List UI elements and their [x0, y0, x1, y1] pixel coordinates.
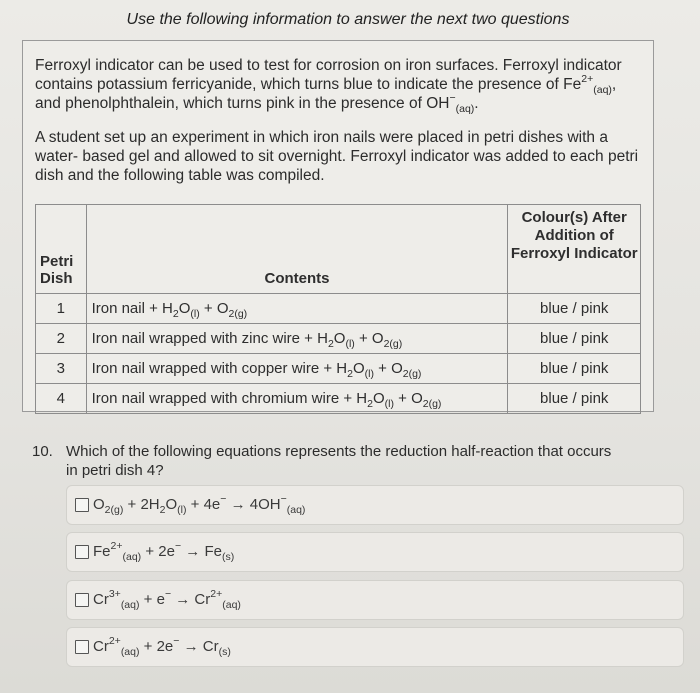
instructions-header: Use the following information to answer the next two questions	[126, 11, 570, 28]
table-row	[36, 294, 641, 324]
dish-number: 3	[36, 354, 87, 384]
dish-number: 1	[36, 294, 87, 324]
dish-colour: blue / pink	[508, 324, 641, 354]
information-box	[22, 40, 654, 412]
question-number: 10.	[32, 443, 53, 460]
dish-contents: Iron nail wrapped with zinc wire + $H_2O_{(l)} + O_{2(g)}$	[86, 324, 508, 354]
question-text: Which of the following equations represents the reduction half-reaction that occurs in petri dish 4?	[66, 443, 612, 479]
answer-option-text: $Cr^{3+}_{(aq)} + e^- \to Cr^{2+}_{(aq)}$	[93, 588, 241, 611]
answer-option-a[interactable]	[66, 485, 684, 525]
petri-dish-header: Petri Dish	[36, 205, 87, 294]
answer-option-b[interactable]	[66, 532, 684, 572]
colour-header: Colour(s) After Addition of Ferroxyl Indicator	[508, 205, 641, 294]
contents-header: Contents	[86, 205, 508, 294]
answer-option-text: $O_{2(g)} + 2H_2O_{(l)} + 4e^- \to 4OH^-_{(aq)}$	[93, 493, 306, 516]
dish-number: 2	[36, 324, 87, 354]
dish-number: 4	[36, 384, 87, 414]
ferroxyl-description: Ferroxyl indicator can be used to test for corrosion on iron surfaces. Ferroxyl indicator contains potassium ferricyanide, which turns blue to indicate the presence of $Fe^{2+}_{(aq)}$, and phenolphthalein, which turns pink in the presence of $OH^-_{(aq)}$.	[35, 57, 622, 115]
answer-option-text: $Cr^{2+}_{(aq)} + 2e^- \to Cr_{(s)}$	[93, 635, 231, 658]
experiment-description: A student set up an experiment in which iron nails were placed in petri dishes with a water- based gel and allowed to sit overnight. Ferroxyl indicator was added to each petri dish and the following table was compiled.	[35, 129, 639, 184]
checkbox-icon[interactable]	[75, 498, 89, 512]
answer-option-text: $Fe^{2+}_{(aq)} + 2e^- \to Fe_{(s)}$	[93, 540, 235, 563]
dish-contents: Iron nail wrapped with chromium wire + $H_2O_{(l)} + O_{2(g)}$	[86, 384, 508, 414]
dish-colour: blue / pink	[508, 354, 641, 384]
petri-dish-table	[35, 204, 641, 414]
dish-colour: blue / pink	[508, 384, 641, 414]
table-row	[36, 354, 641, 384]
dish-contents: Iron nail wrapped with copper wire + $H_2O_{(l)} + O_{2(g)}$	[86, 354, 508, 384]
checkbox-icon[interactable]	[75, 640, 89, 654]
table-row	[36, 324, 641, 354]
answer-option-c[interactable]	[66, 580, 684, 620]
checkbox-icon[interactable]	[75, 545, 89, 559]
dish-colour: blue / pink	[508, 294, 641, 324]
table-row	[36, 384, 641, 414]
dish-contents: Iron nail + $H_2O_{(l)} + O_{2(g)}$	[86, 294, 508, 324]
table-header-row	[36, 205, 641, 294]
checkbox-icon[interactable]	[75, 593, 89, 607]
answer-option-d[interactable]	[66, 627, 684, 667]
